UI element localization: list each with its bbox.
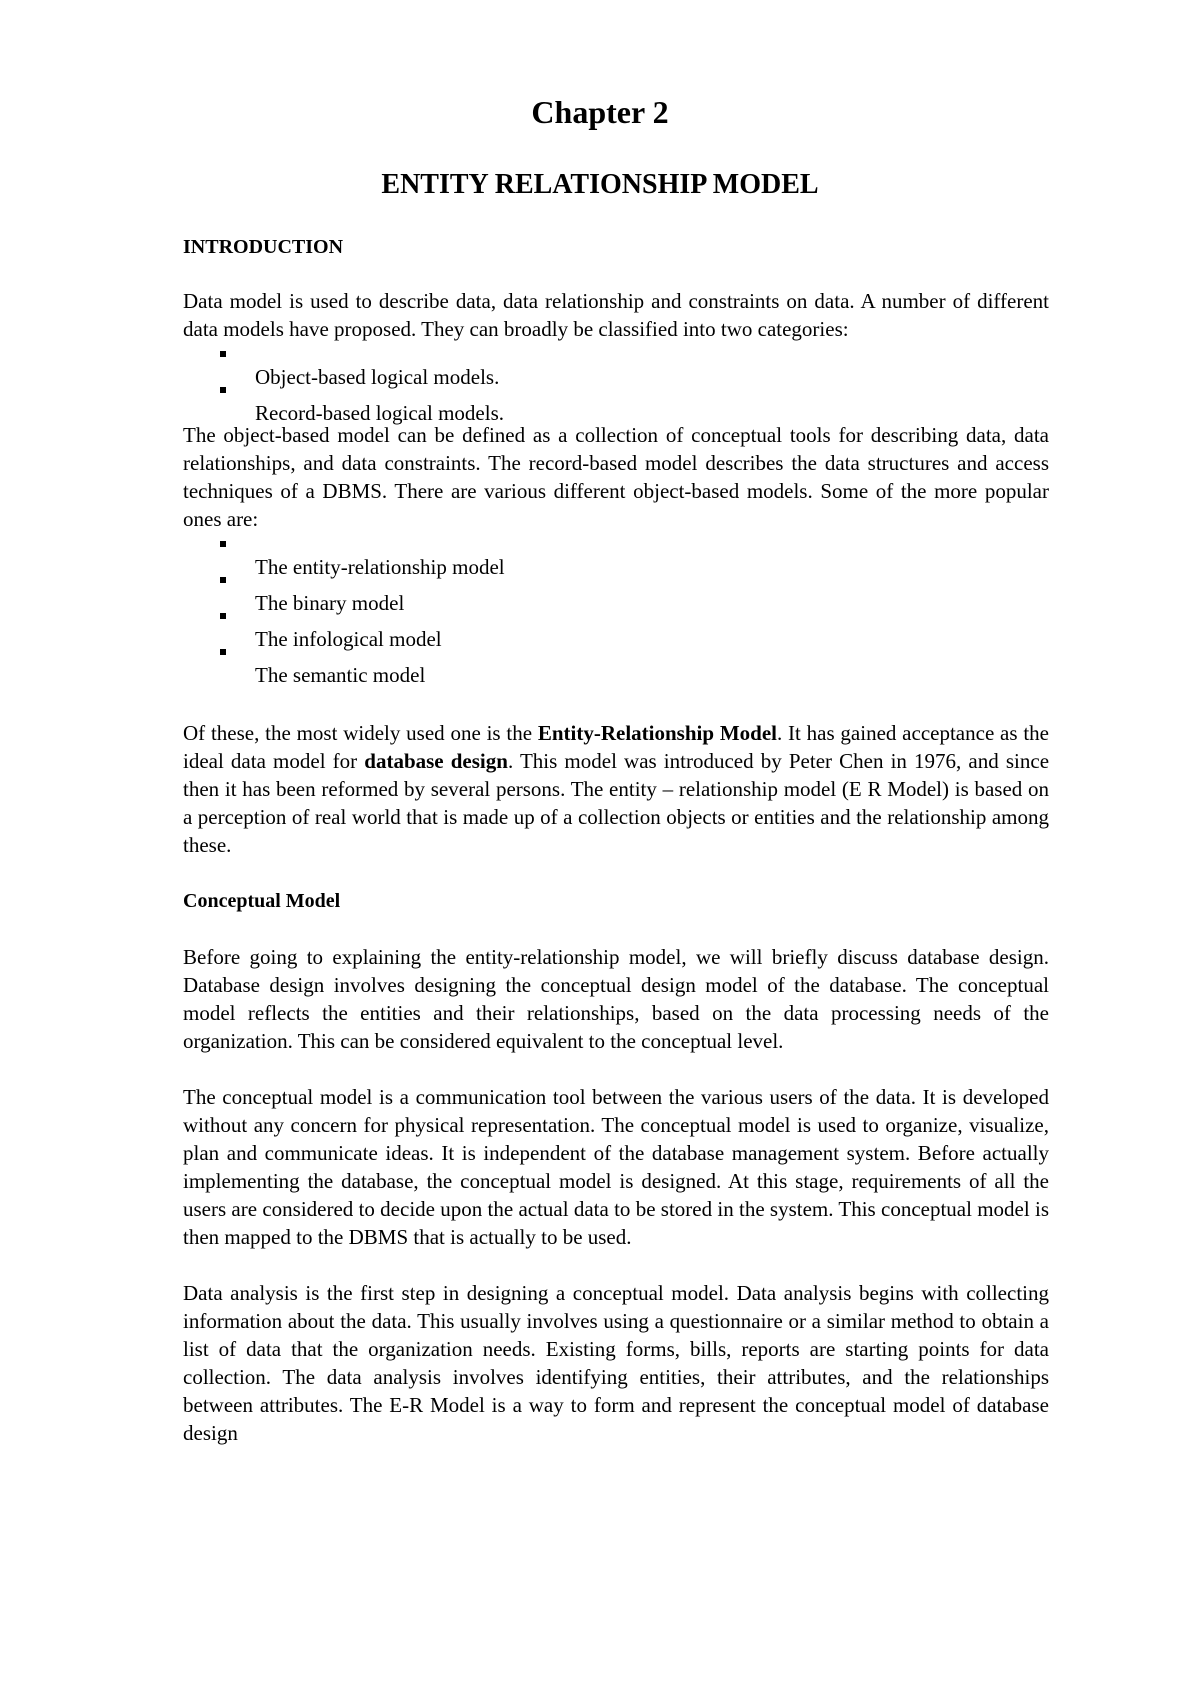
- square-bullet-icon: [220, 351, 226, 357]
- intro-paragraph-2: The object-based model can be defined as a collection of conceptual tools for describing data, data relationships, and data constraints. The record-based model describes the data structures and access techniques of a DBMS. There are various different object-based models. Some of the more popular ones are:: [183, 423, 1049, 531]
- bold-term-er-model: Entity-Relationship Model: [537, 721, 777, 745]
- bold-term-database-design: database design: [364, 749, 508, 773]
- intro-paragraph-3: Of these, the most widely used one is the Entity-Relationship Model. It has gained acceptance as the ideal data model for database design. This model was introduced by Peter Chen in 1976, and since then it has been reformed by several persons. The entity – relationship model (E R Model) is based on a perception of real world that is made up of a collection objects or entities and the relationship among these.: [183, 721, 1050, 857]
- list-item: The binary model: [183, 583, 1049, 619]
- conceptual-paragraph-2: The conceptual model is a communication tool between the various users of the data. It is developed without any concern for physical representation. The conceptual model is used to organize, visualize, plan and communicate ideas. It is independent of the database management system. Before actually implementing the database, the conceptual model is designed. At this stage, requirements of all the users are considered to decide upon the actual data to be stored in the system. This conceptual model is then mapped to the DBMS that is actually to be used.: [183, 1085, 1049, 1249]
- page-content: [183, 233, 1049, 1447]
- list-item: Object-based logical models.: [183, 357, 1049, 393]
- list-item: The entity-relationship model: [183, 547, 1049, 583]
- square-bullet-icon: [220, 649, 226, 655]
- square-bullet-icon: [220, 541, 226, 547]
- list-item: The infological model: [183, 619, 1049, 655]
- conceptual-paragraph-1: Before going to explaining the entity-relationship model, we will briefly discuss database design. Database design involves designing the conceptual design model of the database. The conceptual model reflects the entities and their relationships, based on the data processing needs of the organization. This can be considered equivalent to the conceptual level.: [183, 945, 1049, 1053]
- square-bullet-icon: [220, 577, 226, 583]
- list-item: Record-based logical models.: [183, 393, 1049, 429]
- introduction-heading: INTRODUCTION: [183, 236, 344, 258]
- conceptual-model-heading: Conceptual Model: [183, 890, 341, 912]
- chapter-title: ENTITY RELATIONSHIP MODEL: [381, 169, 819, 200]
- square-bullet-icon: [220, 613, 226, 619]
- list-item: The semantic model: [183, 655, 1049, 691]
- chapter-heading: Chapter 2: [531, 94, 669, 130]
- bullet-list-object-models: [183, 547, 1049, 691]
- square-bullet-icon: [220, 387, 226, 393]
- bullet-list-model-categories: [183, 357, 1049, 429]
- conceptual-paragraph-3: Data analysis is the first step in designing a conceptual model. Data analysis begins with collecting information about the data. This usually involves using a questionnaire or a similar method to obtain a list of data that the organization needs. Existing forms, bills, reports are starting points for data collection. The data analysis involves identifying entities, their attributes, and the relationships between attributes. The E-R Model is a way to form and represent the conceptual model of database design: [183, 1281, 1049, 1445]
- intro-paragraph-1: Data model is used to describe data, data relationship and constraints on data. A number of different data models have proposed. They can broadly be classified into two categories:: [183, 289, 1049, 341]
